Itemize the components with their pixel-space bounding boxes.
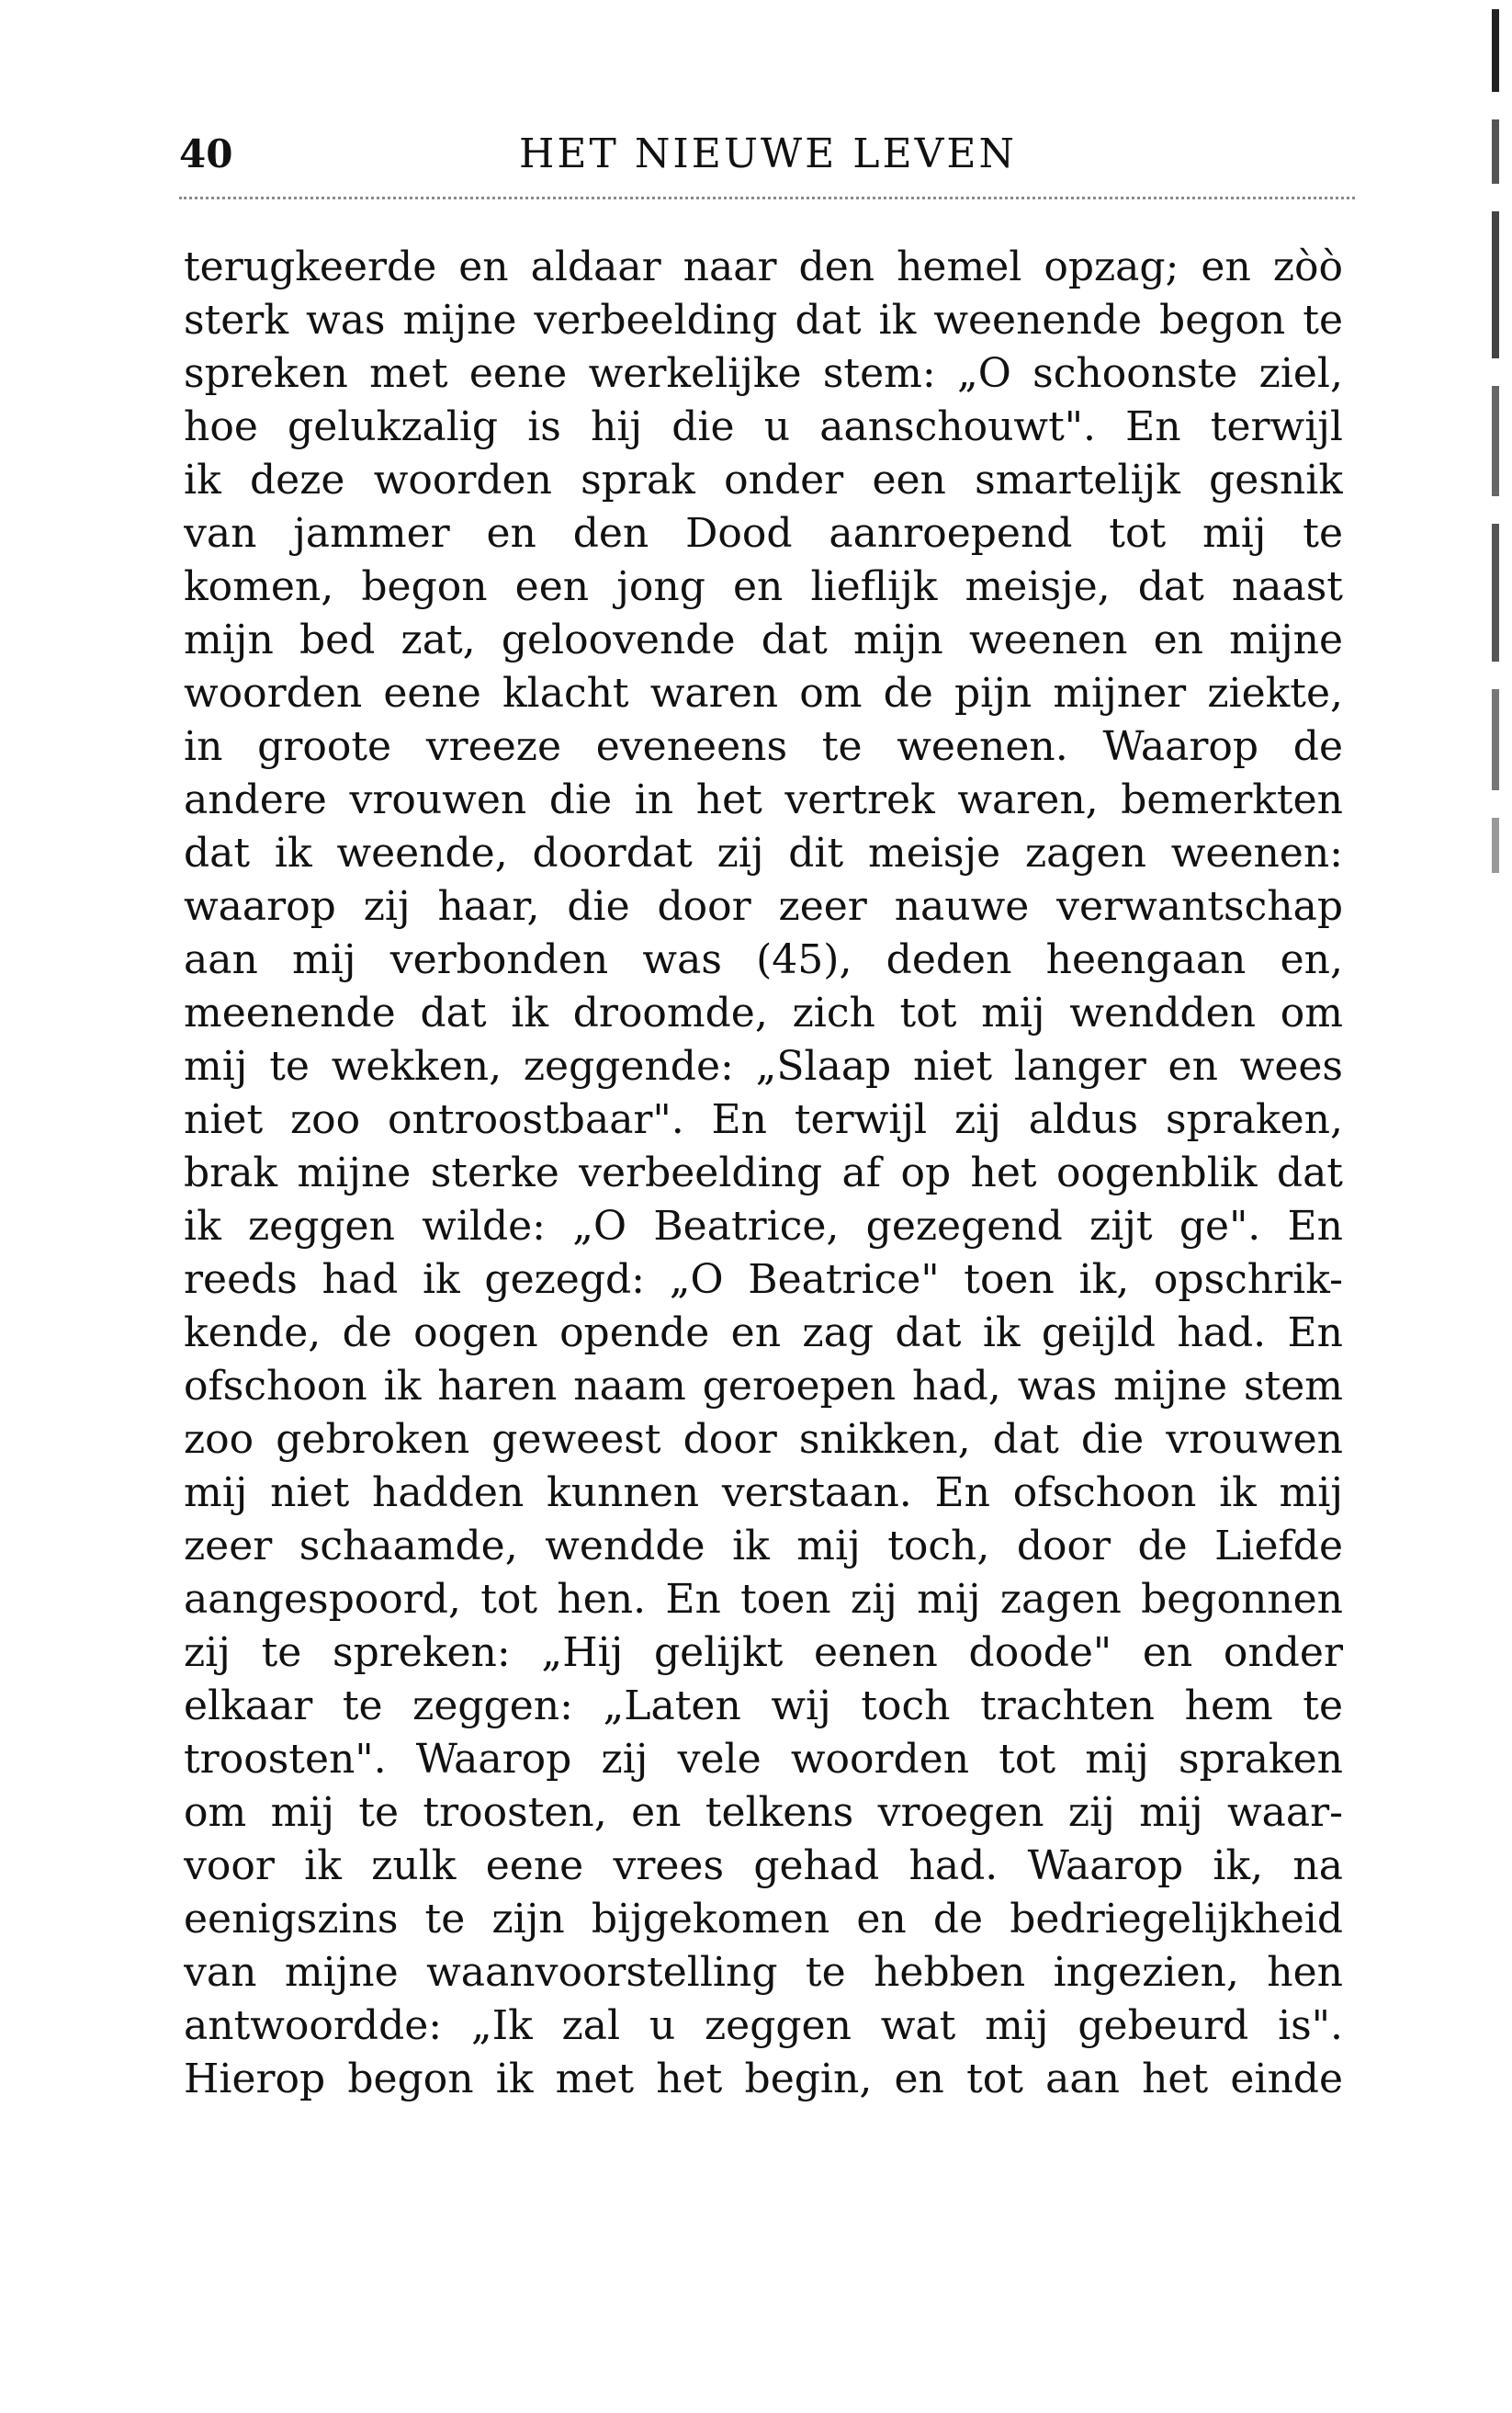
- text-line: niet zoo ontroostbaar". En terwijl zij aldus spraken,: [184, 1096, 1343, 1143]
- text-line: andere vrouwen die in het vertrek waren, bemerkten: [184, 776, 1343, 823]
- text-line: woorden eene klacht waren om de pijn mijner ziekte,: [184, 670, 1343, 717]
- text-line: troosten". Waarop zij vele woorden tot mij spraken: [184, 1736, 1343, 1783]
- text-line: brak mijne sterke verbeelding af op het oogenblik dat: [184, 1150, 1343, 1196]
- scan-edge-mark: [1492, 818, 1499, 873]
- text-line: mij niet hadden kunnen verstaan. En ofschoon ik mij: [184, 1469, 1343, 1516]
- page-number: 40: [179, 131, 233, 176]
- text-line: komen, begon een jong en lieflijk meisje, dat naast: [184, 563, 1343, 610]
- text-line: aan mij verbonden was (45), deden heengaan en,: [184, 936, 1343, 983]
- header-rule: [179, 197, 1355, 199]
- text-line: van mijne waanvoorstelling te hebben ingezien, hen: [184, 1949, 1343, 1996]
- scan-edge-mark: [1492, 211, 1499, 358]
- text-line: mij te wekken, zeggende: „Slaap niet langer en wees: [184, 1043, 1343, 1090]
- running-title: HET NIEUWE LEVEN: [519, 130, 1017, 177]
- page-header: [179, 127, 1355, 182]
- scan-edge-mark: [1492, 119, 1499, 184]
- text-line: hoe gelukzalig is hij die u aanschouwt". En terwijl: [184, 403, 1343, 450]
- text-line: ik deze woorden sprak onder een smartelijk gesnik: [184, 457, 1343, 504]
- scan-edge-mark: [1492, 386, 1499, 496]
- text-line: zoo gebroken geweest door snikken, dat die vrouwen: [184, 1416, 1343, 1463]
- text-line: ofschoon ik haren naam geroepen had, was mijne stem: [184, 1363, 1343, 1410]
- text-line: voor ik zulk eene vrees gehad had. Waarop ik, na: [184, 1842, 1343, 1889]
- body-text: [184, 241, 1343, 2106]
- text-line: in groote vreeze eveneens te weenen. Waarop de: [184, 723, 1343, 770]
- text-line: elkaar te zeggen: „Laten wij toch trachten hem te: [184, 1682, 1343, 1729]
- text-line: mijn bed zat, geloovende dat mijn weenen en mijne: [184, 617, 1343, 663]
- text-line: meenende dat ik droomde, zich tot mij wendden om: [184, 990, 1343, 1037]
- text-line: ik zeggen wilde: „O Beatrice, gezegend zijt ge". En: [184, 1203, 1343, 1250]
- text-line: eenigszins te zijn bijgekomen en de bedriegelijkheid: [184, 1896, 1343, 1943]
- scan-edge-shadow: [1475, 0, 1512, 1286]
- text-line: waarop zij haar, die door zeer nauwe verwantschap: [184, 883, 1343, 930]
- text-line: antwoordde: „Ik zal u zeggen wat mij gebeurd is".: [184, 2002, 1343, 2049]
- scan-edge-mark: [1492, 689, 1499, 790]
- text-line: zij te spreken: „Hij gelijkt eenen doode" en onder: [184, 1629, 1343, 1676]
- scan-edge-mark: [1492, 9, 1499, 92]
- text-line: dat ik weende, doordat zij dit meisje zagen weenen:: [184, 830, 1343, 877]
- text-line: zeer schaamde, wendde ik mij toch, door de Liefde: [184, 1523, 1343, 1569]
- text-line: om mij te troosten, en telkens vroegen zij mij waar-: [184, 1789, 1343, 1836]
- text-line: aangespoord, tot hen. En toen zij mij zagen begonnen: [184, 1576, 1343, 1623]
- text-line: spreken met eene werkelijke stem: „O schoonste ziel,: [184, 350, 1343, 397]
- text-line: reeds had ik gezegd: „O Beatrice" toen ik, opschrik-: [184, 1256, 1343, 1303]
- text-line: van jammer en den Dood aanroepend tot mij te: [184, 510, 1343, 557]
- scan-edge-mark: [1492, 524, 1499, 662]
- text-line: Hierop begon ik met het begin, en tot aan het einde: [184, 2056, 1343, 2102]
- text-line: terugkeerde en aldaar naar den hemel opzag; en zòò: [184, 244, 1343, 290]
- text-line: kende, de oogen opende en zag dat ik geijld had. En: [184, 1309, 1343, 1356]
- text-line: sterk was mijne verbeelding dat ik weenende begon te: [184, 297, 1343, 344]
